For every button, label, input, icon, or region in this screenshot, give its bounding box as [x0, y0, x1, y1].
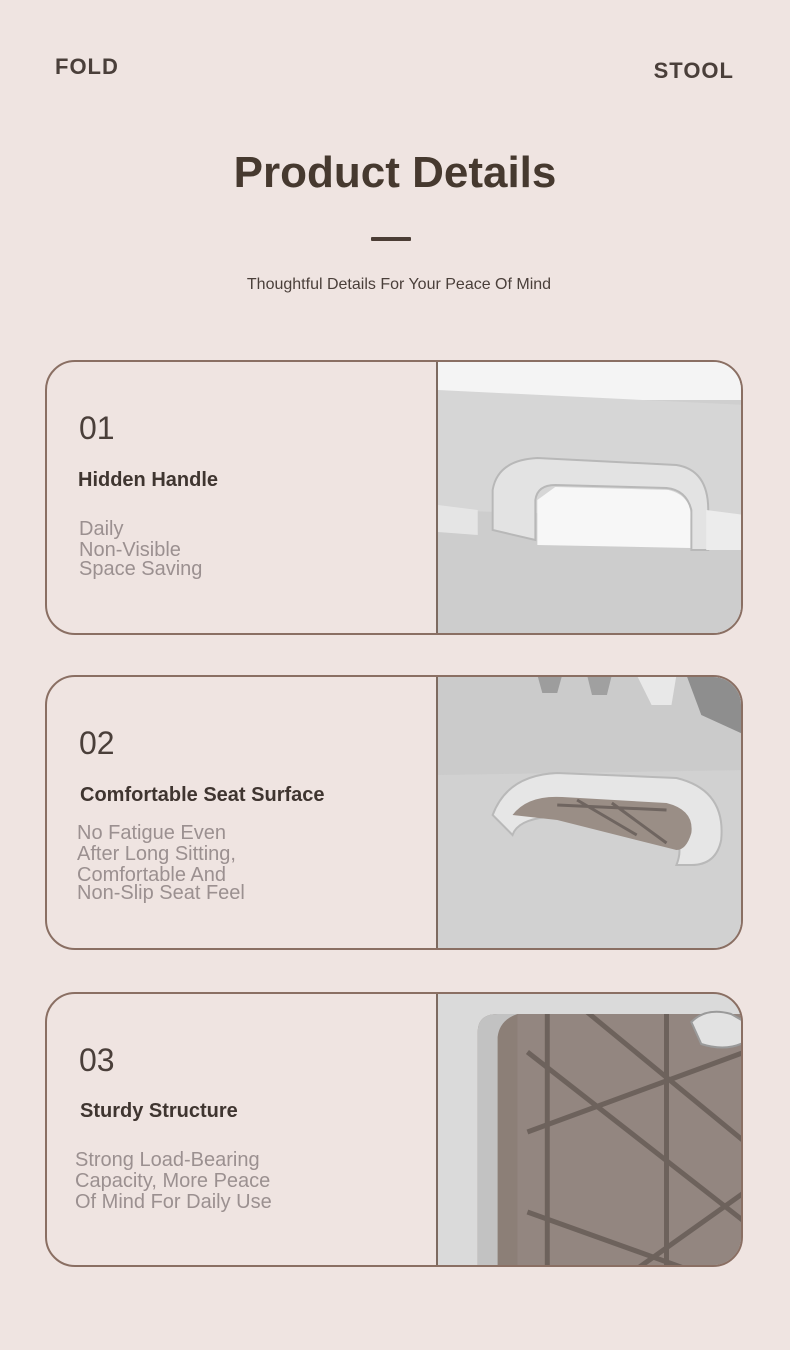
structure-underside-photo: [436, 992, 743, 1267]
seat-surface-photo: [436, 675, 743, 950]
feature-description: [77, 823, 245, 904]
feature-heading: Hidden Handle: [78, 469, 219, 491]
feature-description-line: Of Mind For Daily Use: [75, 1191, 272, 1213]
feature-description-line: Daily: [79, 518, 124, 540]
feature-description-line: After Long Sitting,: [77, 843, 236, 865]
feature-description: [75, 1150, 272, 1213]
feature-heading: Comfortable Seat Surface: [80, 784, 325, 806]
feature-card-seat-surface: [45, 675, 743, 950]
feature-description-line: Non-Visible: [79, 539, 181, 561]
feature-card-sturdy-structure: [45, 992, 743, 1267]
stool-label: STOOL: [653, 58, 734, 83]
page-subtitle: Thoughtful Details For Your Peace Of Mind: [246, 276, 552, 293]
feature-number: 03: [79, 1042, 115, 1078]
feature-description-line: Capacity, More Peace: [75, 1170, 271, 1192]
feature-description-line: Strong Load-Bearing: [75, 1149, 260, 1171]
feature-description-line: Non-Slip Seat Feel: [77, 882, 245, 904]
feature-description-line: No Fatigue Even: [77, 822, 226, 844]
feature-card-hidden-handle: [45, 360, 743, 635]
feature-description-line: Space Saving: [79, 558, 203, 580]
fold-label: FOLD: [55, 54, 119, 79]
feature-number: 01: [79, 410, 115, 446]
feature-description: [79, 519, 202, 580]
handle-closeup-photo: [436, 360, 743, 635]
page-title: Product Details: [233, 148, 557, 197]
feature-heading: Sturdy Structure: [80, 1100, 238, 1122]
title-divider: [371, 237, 411, 241]
feature-description-line: Comfortable And: [77, 864, 226, 886]
feature-number: 02: [79, 725, 115, 761]
